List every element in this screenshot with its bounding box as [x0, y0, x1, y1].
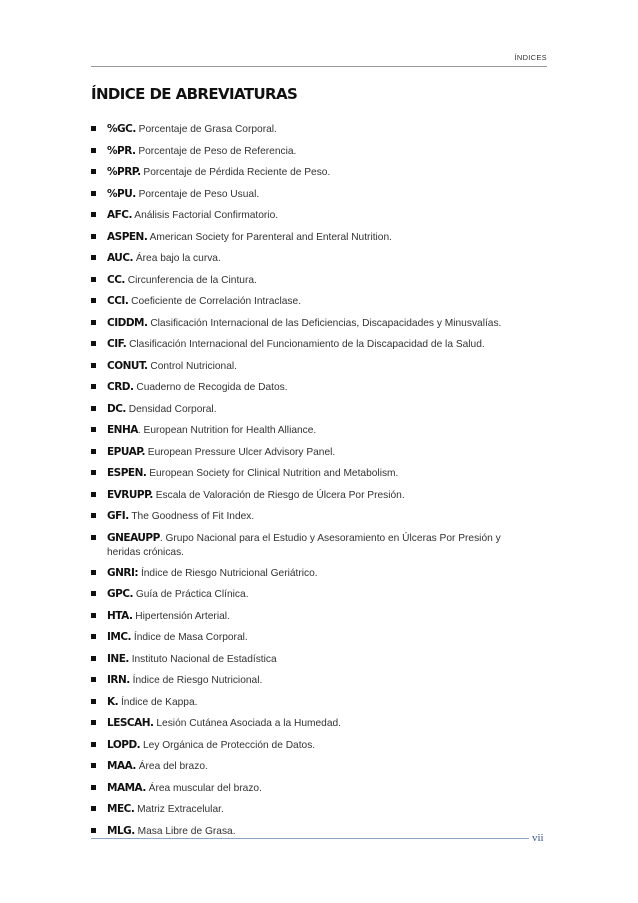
list-item [91, 187, 531, 202]
list-item [91, 122, 531, 137]
square-bullet-icon [91, 806, 96, 811]
abbreviation-description: Porcentaje de Peso Usual. [135, 188, 260, 200]
abbreviation-description: . European Nutrition for Health Alliance. [137, 425, 317, 436]
square-bullet-icon [91, 363, 96, 368]
square-bullet-icon [91, 656, 96, 661]
abbreviation-description: Control Nutricional. [147, 360, 237, 372]
abbreviation-term: LESCAH. [107, 717, 154, 729]
abbreviation-description: Porcentaje de Grasa Corporal. [135, 124, 277, 135]
page-number: vii [532, 832, 544, 844]
abbreviation-description: American Society for Parenteral and Enteral Nutrition. [147, 231, 392, 243]
list-item [91, 781, 531, 796]
abbreviation-description: Guía de Práctica Clínica. [133, 589, 249, 600]
square-bullet-icon [91, 427, 96, 432]
abbreviation-description: Índice de Riesgo Nutricional. [129, 675, 263, 686]
abbreviation-description: Área bajo la curva. [133, 253, 221, 264]
abbreviation-term: IRN. [107, 674, 130, 686]
page-title: ÍNDICE DE ABREVIATURAS [91, 85, 298, 103]
square-bullet-icon [91, 234, 96, 239]
abbreviation-description: Matriz Extracelular. [134, 804, 224, 815]
square-bullet-icon [91, 169, 96, 174]
square-bullet-icon [91, 341, 96, 346]
abbreviation-term: ENHA [107, 424, 138, 436]
abbreviation-term: HTA. [107, 609, 133, 622]
list-item [91, 695, 531, 710]
abbreviation-description: Análisis Factorial Confirmatorio. [132, 210, 279, 221]
square-bullet-icon [91, 126, 96, 131]
abbreviation-term: %PR. [107, 144, 136, 157]
list-item [91, 488, 531, 503]
square-bullet-icon [91, 699, 96, 704]
square-bullet-icon [91, 470, 96, 475]
list-item [91, 165, 531, 180]
list-item [91, 609, 531, 624]
abbreviation-term: GFI. [107, 510, 129, 522]
abbreviation-term: ASPEN. [107, 230, 148, 243]
abbreviation-description: Índice de Riesgo Nutricional Geriátrico. [138, 567, 318, 579]
abbreviation-term: AUC. [107, 252, 134, 264]
abbreviation-description: European Pressure Ulcer Advisory Panel. [144, 446, 336, 458]
abbreviation-term: GNEAUPP [107, 531, 160, 544]
list-item [91, 531, 531, 560]
square-bullet-icon [91, 591, 96, 596]
abbreviation-description: Clasificación Internacional del Funcionamiento de la Discapacidad de la Salud. [126, 339, 485, 350]
abbreviation-description: Cuaderno de Recogida de Datos. [133, 382, 288, 393]
abbreviation-description: Clasificación Internacional de las Deficiencias, Discapacidades y Minusvalías. [147, 317, 502, 329]
abbreviation-description: Escala de Valoración de Riesgo de Úlcera Por Presión. [152, 489, 405, 501]
abbreviation-term: K. [107, 695, 119, 708]
list-item [91, 738, 531, 753]
abbreviation-description: Ley Orgánica de Protección de Datos. [140, 739, 316, 751]
list-item [91, 566, 531, 581]
square-bullet-icon [91, 634, 96, 639]
list-item [91, 208, 531, 223]
abbreviation-term: CIDDM. [107, 316, 148, 329]
abbreviation-term: MLG. [107, 824, 135, 837]
abbreviation-term: %GC. [107, 123, 136, 135]
abbreviation-description: Densidad Corporal. [125, 403, 217, 415]
square-bullet-icon [91, 255, 96, 260]
list-item [91, 337, 531, 352]
list-item [91, 230, 531, 245]
list-item [91, 445, 531, 460]
list-item [91, 587, 531, 602]
abbreviation-description: Área del brazo. [135, 761, 208, 772]
list-item [91, 673, 531, 688]
running-head: ÍNDICES [514, 53, 547, 62]
square-bullet-icon [91, 785, 96, 790]
square-bullet-icon [91, 148, 96, 153]
square-bullet-icon [91, 742, 96, 747]
list-item [91, 359, 531, 374]
abbreviation-term: CIF. [107, 338, 127, 350]
abbreviation-term: EVRUPP. [107, 488, 153, 501]
list-item [91, 652, 531, 667]
list-item [91, 759, 531, 774]
abbreviation-term: CCI. [107, 295, 129, 307]
square-bullet-icon [91, 298, 96, 303]
abbreviation-description: Lesión Cutánea Asociada a la Humedad. [153, 718, 342, 729]
abbreviation-description: Índice de Kappa. [118, 696, 198, 708]
square-bullet-icon [91, 763, 96, 768]
square-bullet-icon [91, 677, 96, 682]
abbreviation-description: Índice de Masa Corporal. [131, 632, 248, 643]
list-item [91, 316, 531, 331]
square-bullet-icon [91, 384, 96, 389]
square-bullet-icon [91, 277, 96, 282]
abbreviation-term: CONUT. [107, 359, 148, 372]
abbreviation-description: Circunferencia de la Cintura. [124, 274, 257, 286]
abbreviation-term: %PU. [107, 187, 136, 200]
square-bullet-icon [91, 828, 96, 833]
abbreviation-term: INE. [107, 652, 129, 665]
abbreviation-description: Masa Libre de Grasa. [134, 825, 236, 837]
list-item [91, 802, 531, 817]
square-bullet-icon [91, 720, 96, 725]
abbreviation-term: %PRP. [107, 166, 141, 178]
abbreviation-term: CC. [107, 273, 125, 286]
abbreviation-description: The Goodness of Fit Index. [128, 511, 255, 522]
abbreviation-term: CRD. [107, 381, 134, 393]
list-item [91, 509, 531, 524]
abbreviation-description: Hipertensión Arterial. [132, 610, 230, 622]
list-item [91, 466, 531, 481]
abbreviation-term: EPUAP. [107, 445, 145, 458]
abbreviation-term: MAA. [107, 760, 136, 772]
abbreviation-list [91, 122, 531, 845]
abbreviation-description: Instituto Nacional de Estadística [128, 653, 277, 665]
square-bullet-icon [91, 535, 96, 540]
square-bullet-icon [91, 191, 96, 196]
square-bullet-icon [91, 449, 96, 454]
abbreviation-term: LOPD. [107, 738, 141, 751]
abbreviation-term: MEC. [107, 803, 135, 815]
list-item [91, 824, 531, 839]
abbreviation-description: Área muscular del brazo. [145, 782, 262, 794]
abbreviation-term: DC. [107, 402, 126, 415]
square-bullet-icon [91, 492, 96, 497]
abbreviation-term: ESPEN. [107, 467, 147, 479]
list-item [91, 273, 531, 288]
square-bullet-icon [91, 570, 96, 575]
square-bullet-icon [91, 406, 96, 411]
abbreviation-term: GNRI: [107, 566, 139, 579]
square-bullet-icon [91, 613, 96, 618]
list-item [91, 251, 531, 266]
abbreviation-description: Porcentaje de Peso de Referencia. [135, 145, 297, 157]
list-item [91, 423, 531, 438]
footer-rule [91, 838, 529, 839]
list-item [91, 630, 531, 645]
list-item [91, 294, 531, 309]
list-item [91, 716, 531, 731]
square-bullet-icon [91, 320, 96, 325]
abbreviation-description: Porcentaje de Pérdida Reciente de Peso. [140, 167, 331, 178]
abbreviation-term: AFC. [107, 209, 132, 221]
square-bullet-icon [91, 212, 96, 217]
list-item [91, 144, 531, 159]
abbreviation-term: MAMA. [107, 781, 146, 794]
list-item [91, 402, 531, 417]
square-bullet-icon [91, 513, 96, 518]
abbreviation-description: European Society for Clinical Nutrition and Metabolism. [146, 468, 399, 479]
list-item [91, 380, 531, 395]
abbreviation-description: . Grupo Nacional para el Estudio y Asesoramiento en Úlceras Por Presión y heridas crónicas. [107, 532, 501, 558]
abbreviation-term: GPC. [107, 588, 134, 600]
abbreviation-description: Coeficiente de Correlación Intraclase. [128, 296, 302, 307]
header-rule [91, 66, 547, 67]
abbreviation-term: IMC. [107, 631, 132, 643]
